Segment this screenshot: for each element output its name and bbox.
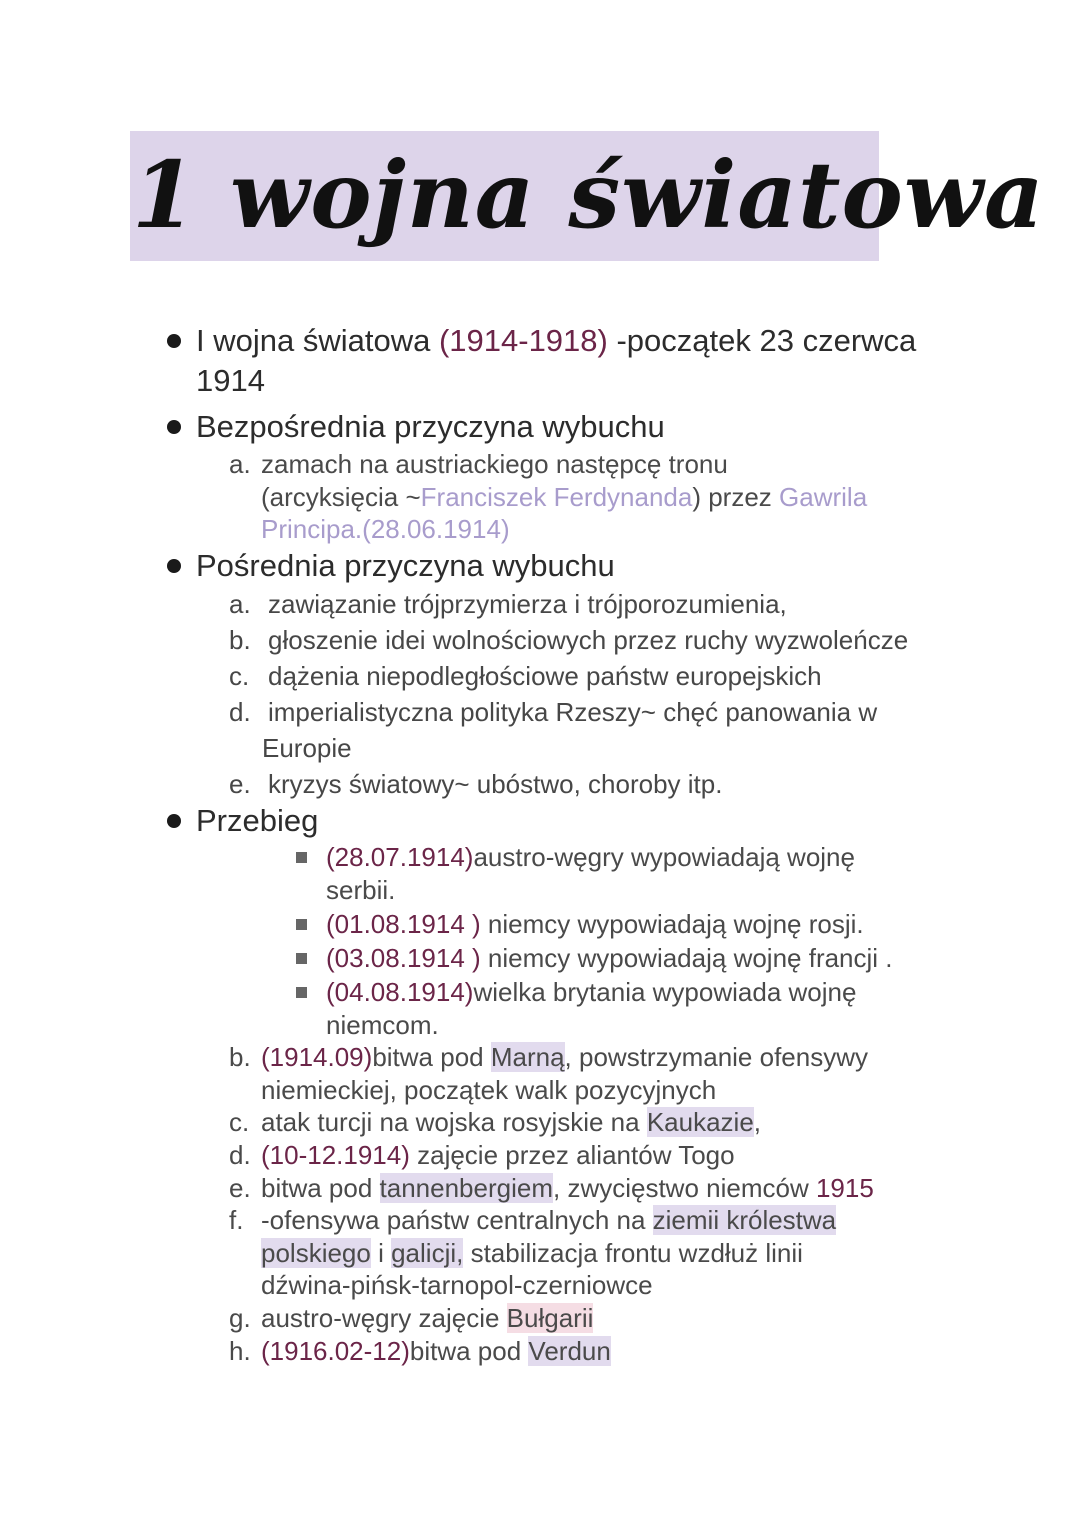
list-item: bitwa pod tannenbergiem, zwycięstwo niemców 1915 xyxy=(261,1173,874,1203)
sub-item-cont: niemcom. xyxy=(326,1010,439,1040)
list-item-cont: dźwina-pińsk-tarnopol-czerniowce xyxy=(261,1270,653,1300)
list-marker: a. xyxy=(229,449,251,479)
list-marker: e. xyxy=(229,1173,251,1203)
direct-cause-line: (arcyksięcia ~Franciszek Ferdynanda) przez Gawrila xyxy=(261,482,868,512)
list-item: (1914.09)bitwa pod Marną, powstrzymanie ofensywy xyxy=(261,1042,868,1072)
list-marker: c. xyxy=(229,1107,250,1137)
list-item-cont: polskiego i galicji, stabilizacja frontu wzdłuż linii xyxy=(261,1238,803,1268)
bullet-icon xyxy=(167,559,181,573)
list-item: austro-węgry zajęcie Bułgarii xyxy=(261,1303,594,1333)
section-war-dates-cont: 1914 xyxy=(196,363,265,398)
list-marker: b. xyxy=(229,1042,251,1072)
list-marker: a. xyxy=(229,589,251,619)
sub-item: (04.08.1914)wielka brytania wypowiada wojnę xyxy=(326,977,857,1007)
list-marker: f. xyxy=(229,1205,244,1235)
list-item: głoszenie idei wolnościowych przez ruchy wyzwoleńcze xyxy=(268,625,909,655)
list-marker: g. xyxy=(229,1303,251,1333)
heading-direct-cause: Bezpośrednia przyczyna wybuchu xyxy=(196,409,665,444)
list-item: atak turcji na wojska rosyjskie na Kaukazie, xyxy=(261,1107,762,1137)
list-marker: e. xyxy=(229,769,251,799)
list-marker: d. xyxy=(229,1140,251,1170)
square-bullet-icon xyxy=(296,987,307,998)
list-marker: c. xyxy=(229,661,250,691)
list-item: dążenia niepodległościowe państw europejskich xyxy=(268,661,822,691)
list-marker: d. xyxy=(229,697,251,727)
list-item: imperialistyczna polityka Rzeszy~ chęć panowania w xyxy=(268,697,878,727)
bullet-icon xyxy=(167,814,181,828)
list-marker: h. xyxy=(229,1336,251,1366)
square-bullet-icon xyxy=(296,953,307,964)
bullet-icon xyxy=(167,420,181,434)
bullet-icon xyxy=(167,334,181,348)
sub-item-cont: serbii. xyxy=(326,875,396,905)
list-item: kryzys światowy~ ubóstwo, choroby itp. xyxy=(268,769,723,799)
list-marker: b. xyxy=(229,625,251,655)
list-item: (1916.02-12)bitwa pod Verdun xyxy=(261,1336,611,1366)
sub-item: (28.07.1914)austro-węgry wypowiadają wojnę xyxy=(326,842,855,872)
list-item-cont: Europie xyxy=(262,733,352,763)
direct-cause-line: Principa.(28.06.1914) xyxy=(261,514,510,544)
list-item: (10-12.1914) zajęcie przez aliantów Togo xyxy=(261,1140,735,1170)
sub-item: (01.08.1914 ) niemcy wypowiadają wojnę rosji. xyxy=(326,909,864,939)
heading-course: Przebieg xyxy=(196,803,319,838)
section-war-dates: I wojna światowa (1914-1918) -początek 23 czerwca xyxy=(196,323,917,358)
page-title: 1 wojna światowa xyxy=(132,141,1045,249)
heading-indirect-cause: Pośrednia przyczyna wybuchu xyxy=(196,548,615,583)
direct-cause-line: zamach na austriackiego następcę tronu xyxy=(261,449,728,479)
sub-item: (03.08.1914 ) niemcy wypowiadają wojnę francji . xyxy=(326,943,893,973)
list-item-cont: niemieckiej, początek walk pozycyjnych xyxy=(261,1075,717,1105)
list-item: -ofensywa państw centralnych na ziemii królestwa xyxy=(261,1205,837,1235)
square-bullet-icon xyxy=(296,852,307,863)
list-item: zawiązanie trójprzymierza i trójporozumienia, xyxy=(268,589,787,619)
square-bullet-icon xyxy=(296,919,307,930)
